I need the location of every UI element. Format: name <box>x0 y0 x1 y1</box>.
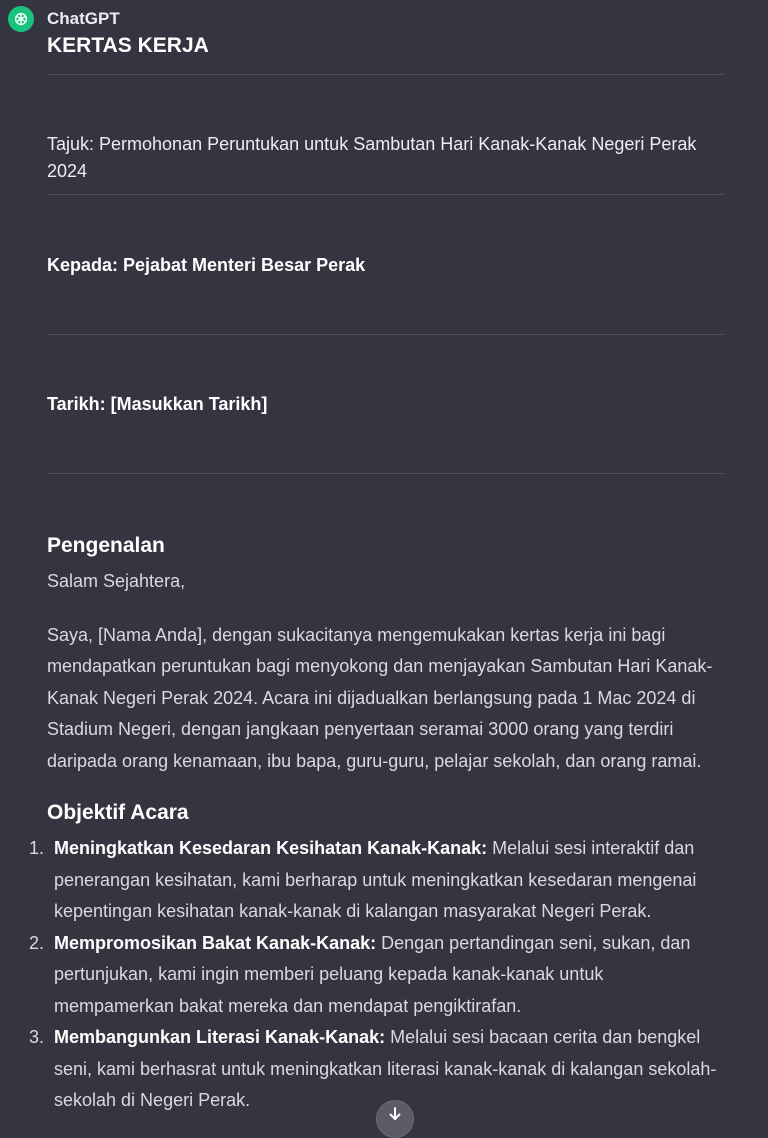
pengenalan-body: Saya, [Nama Anda], dengan sukacitanya mengemukakan kertas kerja ini bagi mendapatkan peruntukan bagi menyokong dan menjayakan Sambutan Hari Kanak-Kanak Negeri Perak 2024. Acara ini dijadualkan berlangsung pada 1 Mac 2024 di Stadium Negeri, dengan jangkaan penyertaan seramai 3000 orang yang terdiri daripada orang kenamaan, ibu bapa, guru-guru, pelajar sekolah, dan orang ramai. <box>47 624 713 771</box>
scroll-to-bottom-button[interactable] <box>376 1100 414 1138</box>
item-number: 1. <box>28 838 44 858</box>
divider <box>47 334 725 335</box>
chat-header <box>8 6 120 32</box>
divider <box>47 473 725 474</box>
item-text: Melalui sesi bacaan cerita dan bengkel seni, kami berhasrat untuk meningkatkan literasi kanak-kanak di kalangan sekolah-sekolah di Negeri Perak. <box>54 1027 717 1110</box>
chatgpt-logo-icon <box>8 6 34 32</box>
arrow-down-icon <box>388 1107 402 1121</box>
item-title: Mempromosikan Bakat Kanak-Kanak: <box>54 932 377 953</box>
pengenalan-heading: Pengenalan <box>47 534 165 557</box>
tajuk-text: Tajuk: Permohonan Peruntukan untuk Sambutan Hari Kanak-Kanak Negeri Perak 2024 <box>47 134 697 181</box>
item-text: Dengan pertandingan seni, sukan, dan pertunjukan, kami ingin memberi peluang kepada kanak-kanak untuk mempamerkan bakat mereka dan mendapat pengiktirafan. <box>54 932 691 1016</box>
divider <box>47 74 725 75</box>
greeting-text: Salam Sejahtera, <box>47 571 186 591</box>
item-text: Melalui sesi interaktif dan penerangan kesihatan, kami berharap untuk meningkatkan kesedaran mengenai kepentingan kesihatan kanak-kanak di kalangan masyarakat Negeri Perak. <box>54 838 697 921</box>
list-item <box>8 833 725 928</box>
objektif-heading: Objektif Acara <box>47 801 189 824</box>
divider <box>47 194 725 195</box>
app-name: ChatGPT <box>47 9 120 28</box>
objectives-list <box>8 833 725 1117</box>
assistant-message <box>28 32 725 1117</box>
item-title: Meningkatkan Kesedaran Kesihatan Kanak-Kanak: <box>54 838 488 858</box>
list-item <box>8 928 725 1023</box>
item-number: 3. <box>28 1027 44 1047</box>
list-item <box>8 1022 725 1117</box>
tarikh-text: Tarikh: [Masukkan Tarikh] <box>47 394 268 414</box>
item-number: 2. <box>28 932 44 953</box>
document-title: KERTAS KERJA <box>47 34 209 57</box>
item-title: Membangunkan Literasi Kanak-Kanak: <box>54 1027 386 1047</box>
kepada-text: Kepada: Pejabat Menteri Besar Perak <box>47 255 366 275</box>
